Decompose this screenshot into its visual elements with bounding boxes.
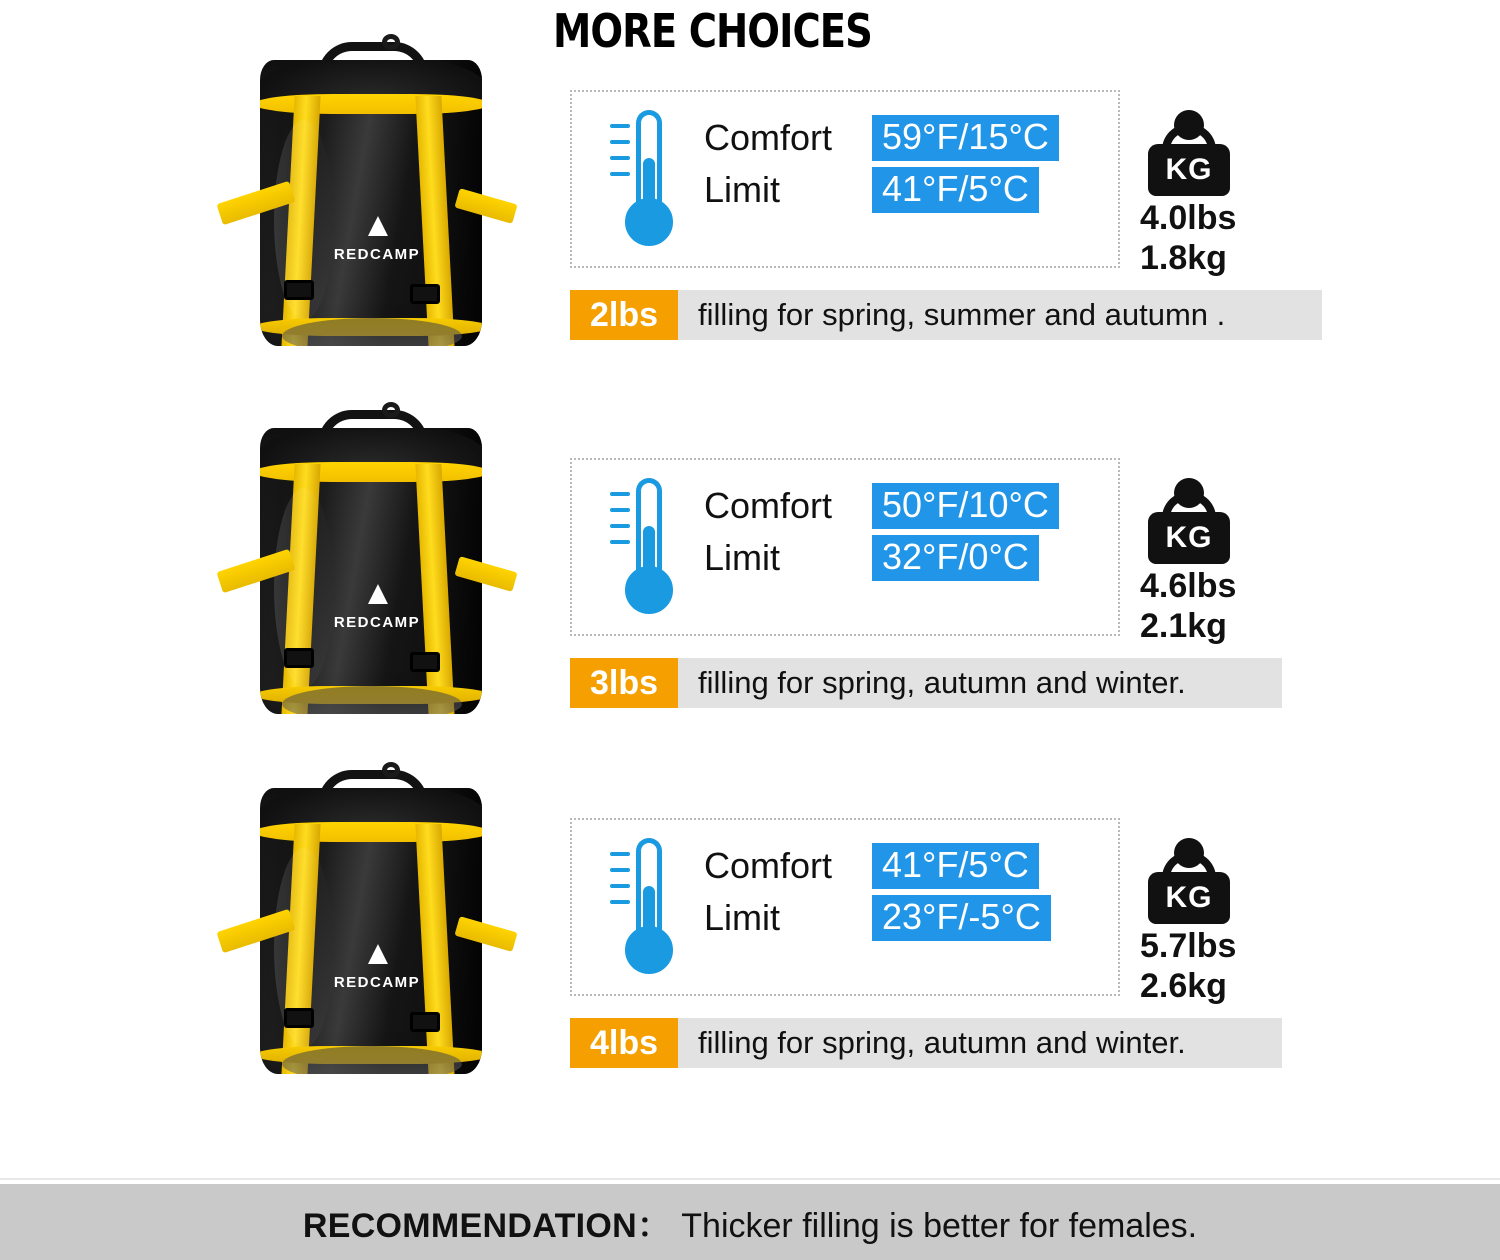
weight-block-3 (1140, 838, 1310, 1006)
recommendation-bar (0, 1184, 1500, 1260)
sack-bottom-face (282, 318, 462, 346)
comfort-line (704, 480, 1059, 532)
comfort-label: Comfort (704, 845, 833, 886)
comfort-label: Comfort (704, 485, 833, 526)
weight-kg-1: 1.8kg (1140, 239, 1227, 277)
weight-kg-icon (1146, 110, 1232, 198)
comfort-value: 59°F/15°C (872, 115, 1059, 161)
sack-buckle-right (410, 1012, 440, 1032)
filling-bar-2 (570, 658, 1282, 708)
kg-badge-label: KG (1148, 144, 1230, 196)
tent-logo-mark: ▲ (361, 934, 393, 972)
tent-logo-mark: ▲ (361, 574, 393, 612)
temperature-spec-box-2 (570, 458, 1120, 636)
thermometer-tick (610, 540, 630, 544)
temperature-spec-box-3 (570, 818, 1120, 996)
filling-desc-1: filling for spring, summer and autumn . (698, 297, 1226, 332)
thermometer-bulb (625, 926, 673, 974)
divider (0, 1178, 1500, 1180)
hang-loop-icon (382, 762, 400, 778)
weight-knob (1174, 110, 1204, 140)
thermometer-tick (610, 852, 630, 856)
thermometer-tick (610, 524, 630, 528)
limit-line (704, 532, 1059, 584)
brand-logo-text: REDCAMP (333, 246, 421, 263)
sack-buckle-right (410, 284, 440, 304)
brand-logo-text: REDCAMP (333, 614, 421, 631)
temperature-spec-box-1 (570, 90, 1120, 268)
thermometer-tick (610, 156, 630, 160)
brand-logo (312, 936, 442, 991)
option-row-3 (0, 728, 1500, 1118)
weight-kg-2: 2.1kg (1140, 607, 1227, 645)
sack-buckle-left (284, 648, 314, 668)
option-row-2 (0, 368, 1500, 748)
sack-bottom-face (282, 1046, 462, 1074)
limit-line (704, 164, 1059, 216)
filling-desc-3: filling for spring, autumn and winter. (698, 1025, 1186, 1060)
thermometer-icon (598, 474, 694, 624)
limit-label: Limit (704, 169, 781, 210)
filling-bar-1 (570, 290, 1322, 340)
thermometer-icon (598, 834, 694, 984)
compression-sack-image-1 (232, 28, 512, 348)
comfort-value: 50°F/10°C (872, 483, 1059, 529)
comfort-line (704, 840, 1051, 892)
weight-lbs-3: 5.7lbs (1140, 927, 1237, 965)
kg-badge-label: KG (1148, 872, 1230, 924)
filling-bar-3 (570, 1018, 1282, 1068)
brand-logo-text: REDCAMP (333, 974, 421, 991)
limit-label: Limit (704, 537, 781, 578)
filling-weight-1: 2lbs (570, 290, 678, 340)
weight-lbs-1: 4.0lbs (1140, 199, 1237, 237)
sack-body (260, 428, 482, 714)
weight-knob (1174, 838, 1204, 868)
limit-value: 23°F/-5°C (872, 895, 1051, 941)
temperature-values-3 (704, 840, 1051, 944)
thermometer-tick (610, 508, 630, 512)
weight-kg-icon (1146, 838, 1232, 926)
hang-loop-icon (382, 402, 400, 418)
option-row-1 (0, 0, 1500, 390)
temperature-values-2 (704, 480, 1059, 584)
comfort-label: Comfort (704, 117, 833, 158)
filling-weight-3: 4lbs (570, 1018, 678, 1068)
limit-label: Limit (704, 897, 781, 938)
thermometer-tick (610, 868, 630, 872)
thermometer-tick (610, 124, 630, 128)
sack-buckle-left (284, 280, 314, 300)
sack-body (260, 60, 482, 346)
brand-logo (312, 208, 442, 263)
weight-lbs-2: 4.6lbs (1140, 567, 1237, 605)
brand-logo (312, 576, 442, 631)
kg-badge-label: KG (1148, 512, 1230, 564)
thermometer-icon (598, 106, 694, 256)
sack-body (260, 788, 482, 1074)
thermometer-tick (610, 140, 630, 144)
thermometer-tick (610, 884, 630, 888)
weight-kg-icon (1146, 478, 1232, 566)
compression-sack-image-3 (232, 756, 512, 1076)
page-title: MORE CHOICES (553, 4, 872, 58)
filling-weight-2: 3lbs (570, 658, 678, 708)
recommendation-label: RECOMMENDATION： (302, 1206, 672, 1245)
limit-value: 41°F/5°C (872, 167, 1039, 213)
thermometer-tick (610, 172, 630, 176)
comfort-line (704, 112, 1059, 164)
thermometer-tick (610, 492, 630, 496)
limit-line (704, 892, 1051, 944)
compression-sack-image-2 (232, 396, 512, 716)
sack-bottom-face (282, 686, 462, 714)
recommendation-text: Thicker filling is better for females. (681, 1206, 1198, 1245)
sack-buckle-left (284, 1008, 314, 1028)
comfort-value: 41°F/5°C (872, 843, 1039, 889)
weight-knob (1174, 478, 1204, 508)
thermometer-tick (610, 900, 630, 904)
tent-logo-mark: ▲ (361, 206, 393, 244)
temperature-values-1 (704, 112, 1059, 216)
thermometer-bulb (625, 566, 673, 614)
weight-block-2 (1140, 478, 1310, 646)
weight-block-1 (1140, 110, 1310, 278)
filling-desc-2: filling for spring, autumn and winter. (698, 665, 1186, 700)
sack-buckle-right (410, 652, 440, 672)
limit-value: 32°F/0°C (872, 535, 1039, 581)
thermometer-bulb (625, 198, 673, 246)
hang-loop-icon (382, 34, 400, 50)
weight-kg-3: 2.6kg (1140, 967, 1227, 1005)
